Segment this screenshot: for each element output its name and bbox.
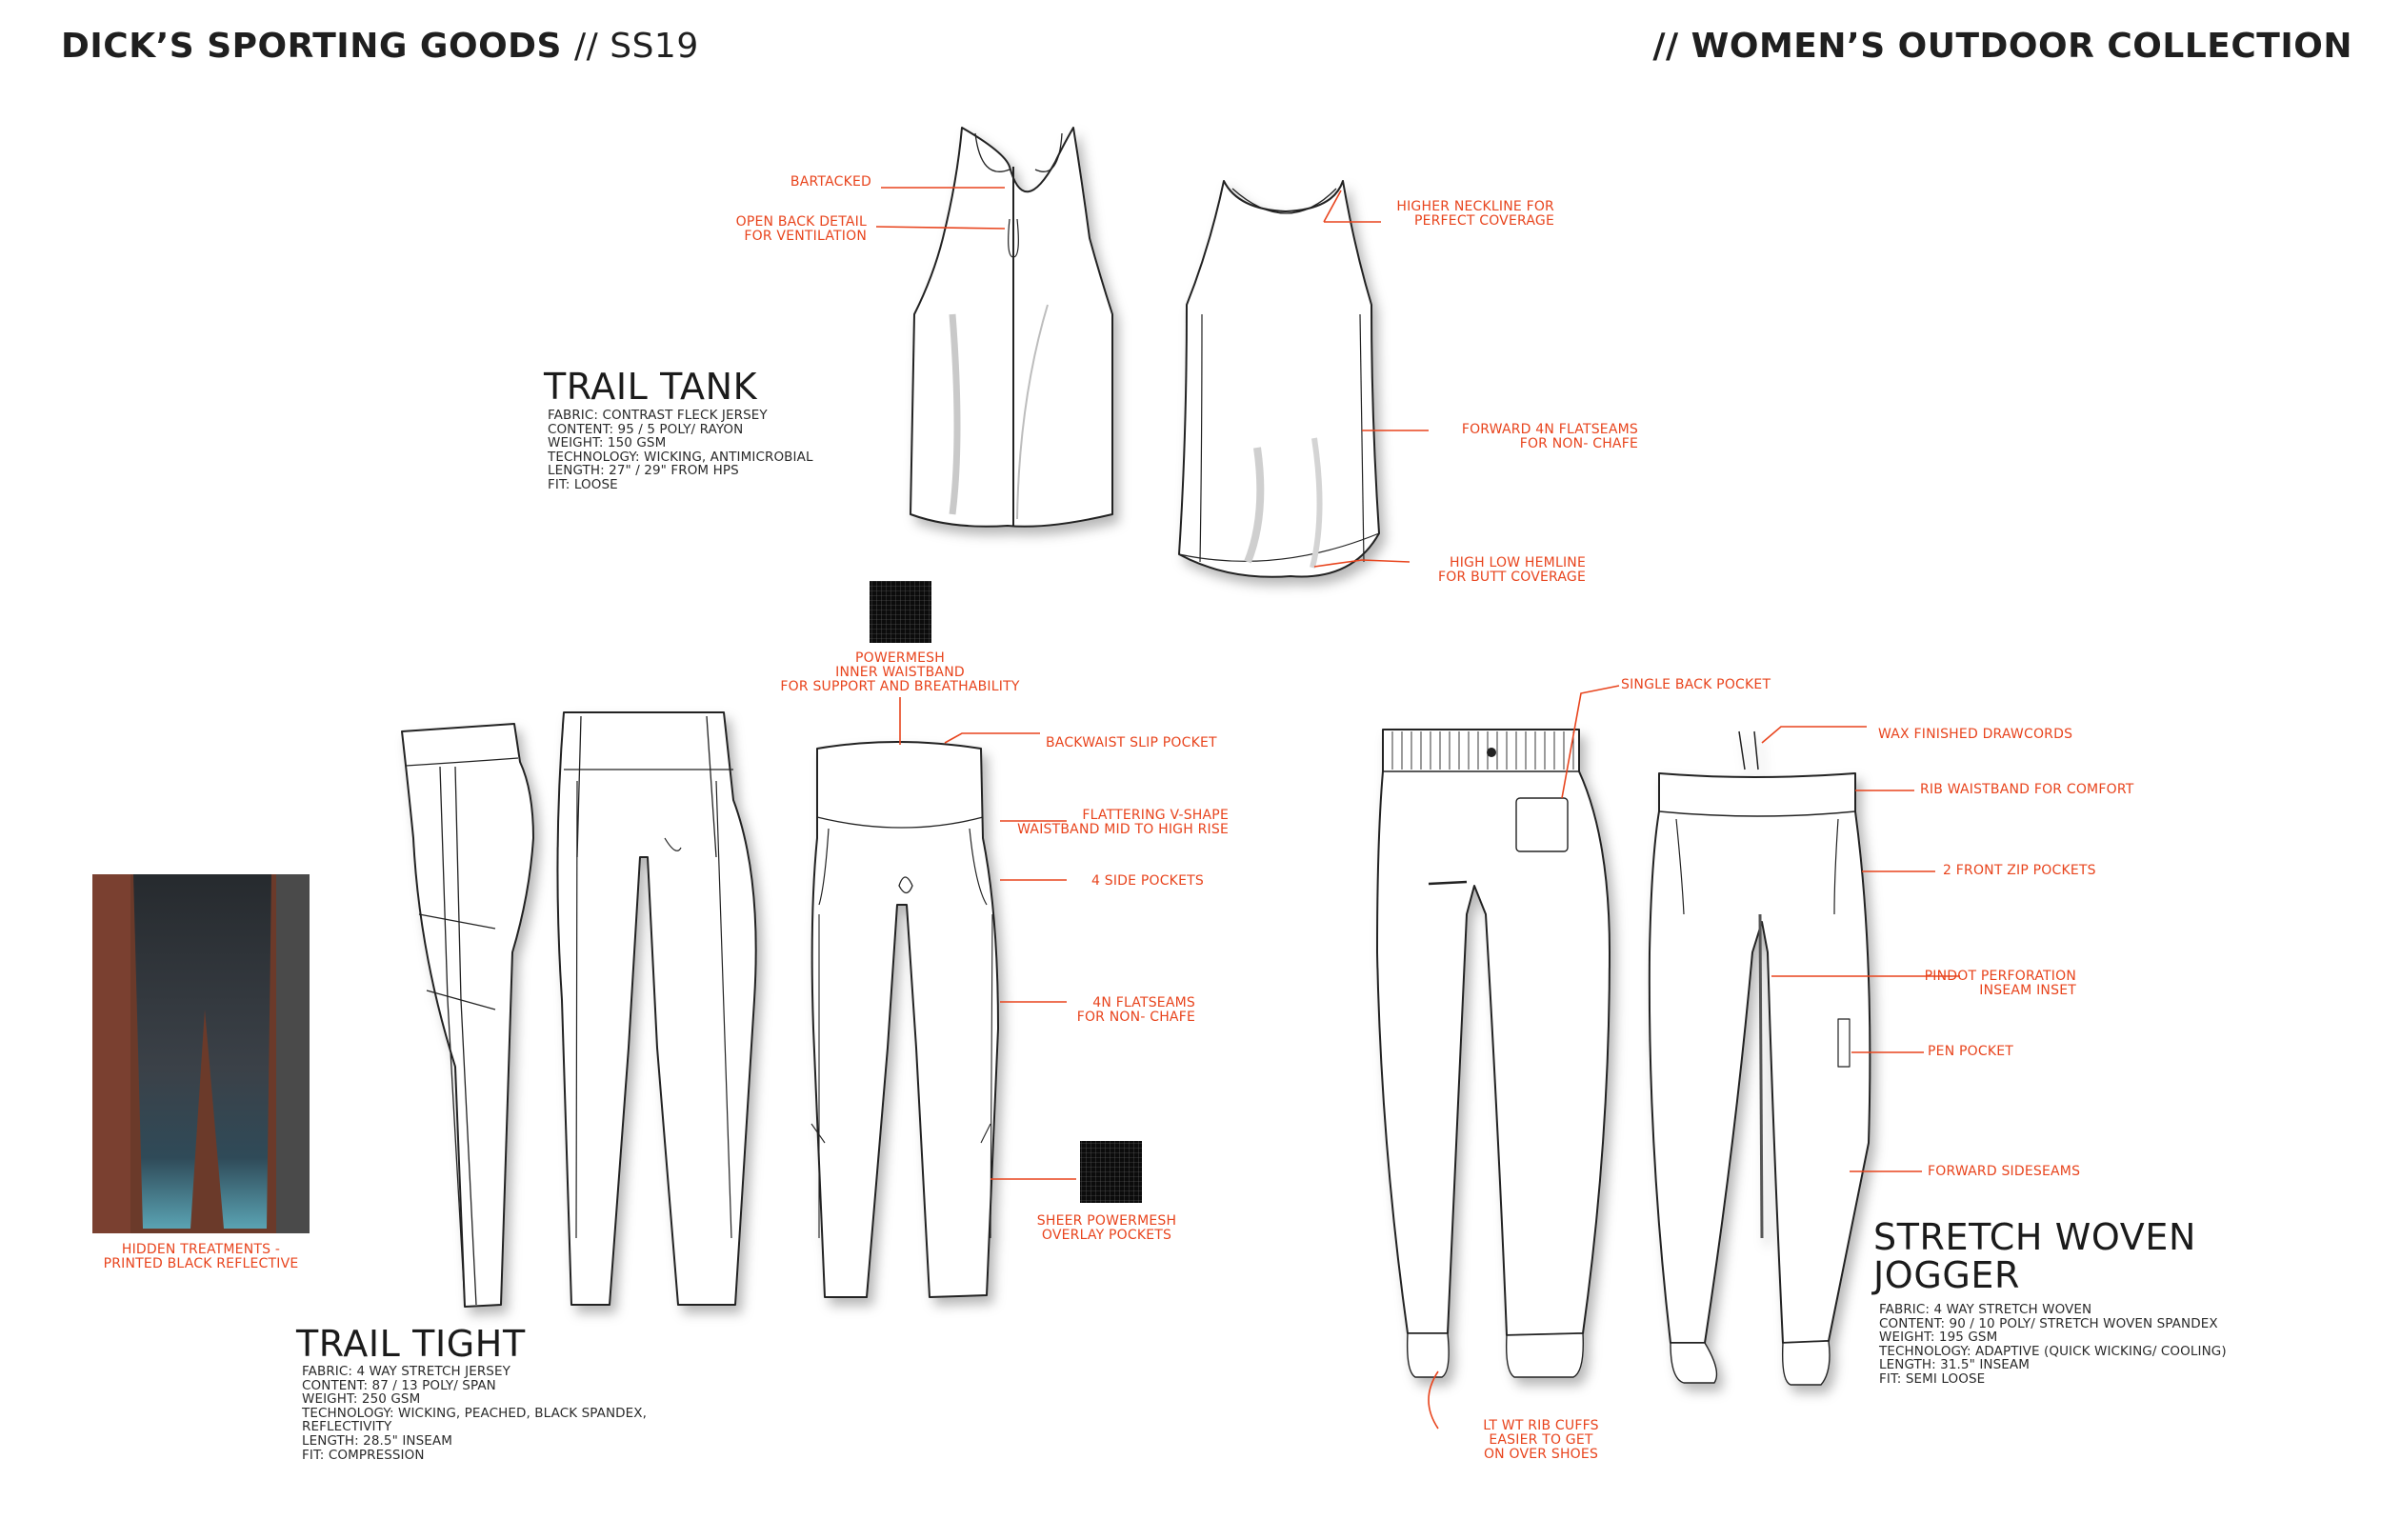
callout-line: ON OVER SHOES bbox=[1483, 1447, 1599, 1462]
trail-tight-specs bbox=[302, 1365, 647, 1462]
callout-drawcords: WAX FINISHED DRAWCORDS bbox=[1878, 727, 2073, 742]
spec-line: TECHNOLOGY: ADAPTIVE (QUICK WICKING/ COOLING) bbox=[1879, 1343, 2227, 1359]
callout-line: HIGH LOW HEMLINE bbox=[1450, 555, 1586, 570]
jogger-back-sketch bbox=[1377, 730, 1610, 1377]
spec-line: FIT: LOOSE bbox=[548, 476, 618, 492]
spec-line: LENGTH: 31.5" INSEAM bbox=[1879, 1357, 2030, 1373]
sheer-powermesh-swatch bbox=[1080, 1141, 1142, 1203]
spec-line: LENGTH: 28.5" INSEAM bbox=[302, 1432, 452, 1449]
spec-line: WEIGHT: 250 GSM bbox=[302, 1391, 421, 1408]
season-label: // SS19 bbox=[574, 27, 699, 66]
collection-header: // WOMEN’S OUTDOOR COLLECTION bbox=[1652, 27, 2352, 66]
callout-line: HIGHER NECKLINE FOR bbox=[1396, 199, 1554, 214]
callout-line: INSEAM INSET bbox=[1979, 983, 2076, 998]
callout-line: PINDOT PERFORATION bbox=[1924, 969, 2076, 984]
callout-line: FOR VENTILATION bbox=[744, 229, 867, 244]
trail-tank-specs bbox=[548, 409, 813, 492]
spec-line: LENGTH: 27" / 29" FROM HPS bbox=[548, 463, 739, 479]
callout-rib-cuffs bbox=[1455, 1419, 1627, 1462]
callout-line: FOR NON- CHAFE bbox=[1076, 1010, 1195, 1025]
leggings-photo bbox=[92, 874, 310, 1233]
callout-line: PERFECT COVERAGE bbox=[1413, 213, 1554, 229]
callout-line: FLATTERING V-SHAPE bbox=[1082, 808, 1229, 823]
trail-tight-title: TRAIL TIGHT bbox=[296, 1323, 526, 1365]
callout-pen-pocket: PEN POCKET bbox=[1928, 1044, 2014, 1059]
callout-line: HIDDEN TREATMENTS - bbox=[121, 1242, 281, 1257]
spec-line: FIT: COMPRESSION bbox=[302, 1447, 425, 1463]
callout-tight-flatseams bbox=[1048, 996, 1195, 1025]
callout-line: LT WT RIB CUFFS bbox=[1483, 1418, 1599, 1433]
callout-line: OPEN BACK DETAIL bbox=[735, 214, 867, 230]
spec-line: CONTENT: 95 / 5 POLY/ RAYON bbox=[548, 421, 744, 437]
callout-forward-flatseams bbox=[1410, 423, 1638, 451]
callout-line: FOR SUPPORT AND BREATHABILITY bbox=[780, 679, 1020, 694]
callout-line: FORWARD 4N FLATSEAMS bbox=[1461, 422, 1638, 437]
callout-pindot-perforation bbox=[1867, 970, 2076, 998]
callout-higher-neckline bbox=[1333, 200, 1554, 229]
callout-line: FOR BUTT COVERAGE bbox=[1438, 570, 1586, 585]
spec-line: FIT: SEMI LOOSE bbox=[1879, 1370, 1986, 1387]
callout-powermesh bbox=[752, 651, 1048, 694]
jogger-front-sketch bbox=[1650, 731, 1871, 1385]
spec-line: FABRIC: CONTRAST FLECK JERSEY bbox=[548, 408, 768, 423]
callout-high-low-hemline bbox=[1391, 556, 1586, 585]
jogger-title-line: STRETCH WOVEN bbox=[1873, 1216, 2196, 1258]
callout-side-pockets: 4 SIDE POCKETS bbox=[1091, 873, 1204, 889]
tank-front-sketch bbox=[1179, 181, 1379, 577]
callout-single-back-pocket: SINGLE BACK POCKET bbox=[1621, 677, 1771, 692]
spec-line: TECHNOLOGY: WICKING, ANTIMICROBIAL bbox=[548, 449, 813, 465]
spec-line: TECHNOLOGY: WICKING, PEACHED, BLACK SPANDEX, bbox=[302, 1405, 648, 1421]
callout-line: EASIER TO GET bbox=[1489, 1432, 1593, 1448]
spec-line: CONTENT: 87 / 13 POLY/ SPAN bbox=[302, 1377, 496, 1393]
spec-line: CONTENT: 90 / 10 POLY/ STRETCH WOVEN SPANDEX bbox=[1879, 1315, 2218, 1331]
callout-line: SHEER POWERMESH bbox=[1036, 1213, 1177, 1229]
jogger-specs bbox=[1879, 1303, 2227, 1387]
callout-line: PRINTED BLACK REFLECTIVE bbox=[103, 1256, 299, 1271]
callout-hidden-treatments bbox=[76, 1243, 326, 1271]
callout-line: OVERLAY POCKETS bbox=[1041, 1228, 1172, 1243]
brand-name: DICK’S SPORTING GOODS bbox=[61, 27, 562, 66]
tight-back-sketch bbox=[557, 712, 755, 1305]
callout-backwaist-pocket: BACKWAIST SLIP POCKET bbox=[1046, 735, 1217, 750]
callout-open-back bbox=[667, 215, 867, 244]
callout-forward-sideseams: FORWARD SIDESEAMS bbox=[1928, 1164, 2081, 1179]
jogger-title bbox=[1873, 1216, 2196, 1296]
callout-line: 4N FLATSEAMS bbox=[1092, 995, 1195, 1010]
callout-bartacked: BARTACKED bbox=[790, 174, 871, 190]
jogger-title-line: JOGGER bbox=[1873, 1253, 2021, 1296]
powermesh-swatch bbox=[870, 581, 931, 643]
spec-line: FABRIC: 4 WAY STRETCH WOVEN bbox=[1879, 1302, 2092, 1317]
callout-vshape-waistband bbox=[990, 809, 1229, 837]
callout-sheer-powermesh bbox=[1021, 1214, 1192, 1243]
callout-line: INNER WAISTBAND bbox=[835, 665, 965, 680]
spec-line: REFLECTIVITY bbox=[302, 1419, 392, 1435]
callout-line: FOR NON- CHAFE bbox=[1519, 436, 1638, 451]
tight-side-sketch bbox=[402, 724, 533, 1307]
spec-line: WEIGHT: 150 GSM bbox=[548, 435, 667, 451]
callout-zip-pockets: 2 FRONT ZIP POCKETS bbox=[1943, 863, 2096, 878]
trail-tank-title: TRAIL TANK bbox=[544, 366, 758, 408]
spec-line: FABRIC: 4 WAY STRETCH JERSEY bbox=[302, 1364, 510, 1379]
callout-line: POWERMESH bbox=[854, 650, 946, 666]
spec-line: WEIGHT: 195 GSM bbox=[1879, 1330, 1998, 1346]
callout-rib-waistband: RIB WAISTBAND FOR COMFORT bbox=[1920, 782, 2134, 797]
callout-line: WAISTBAND MID TO HIGH RISE bbox=[1017, 822, 1229, 837]
tight-front-sketch bbox=[811, 742, 998, 1297]
